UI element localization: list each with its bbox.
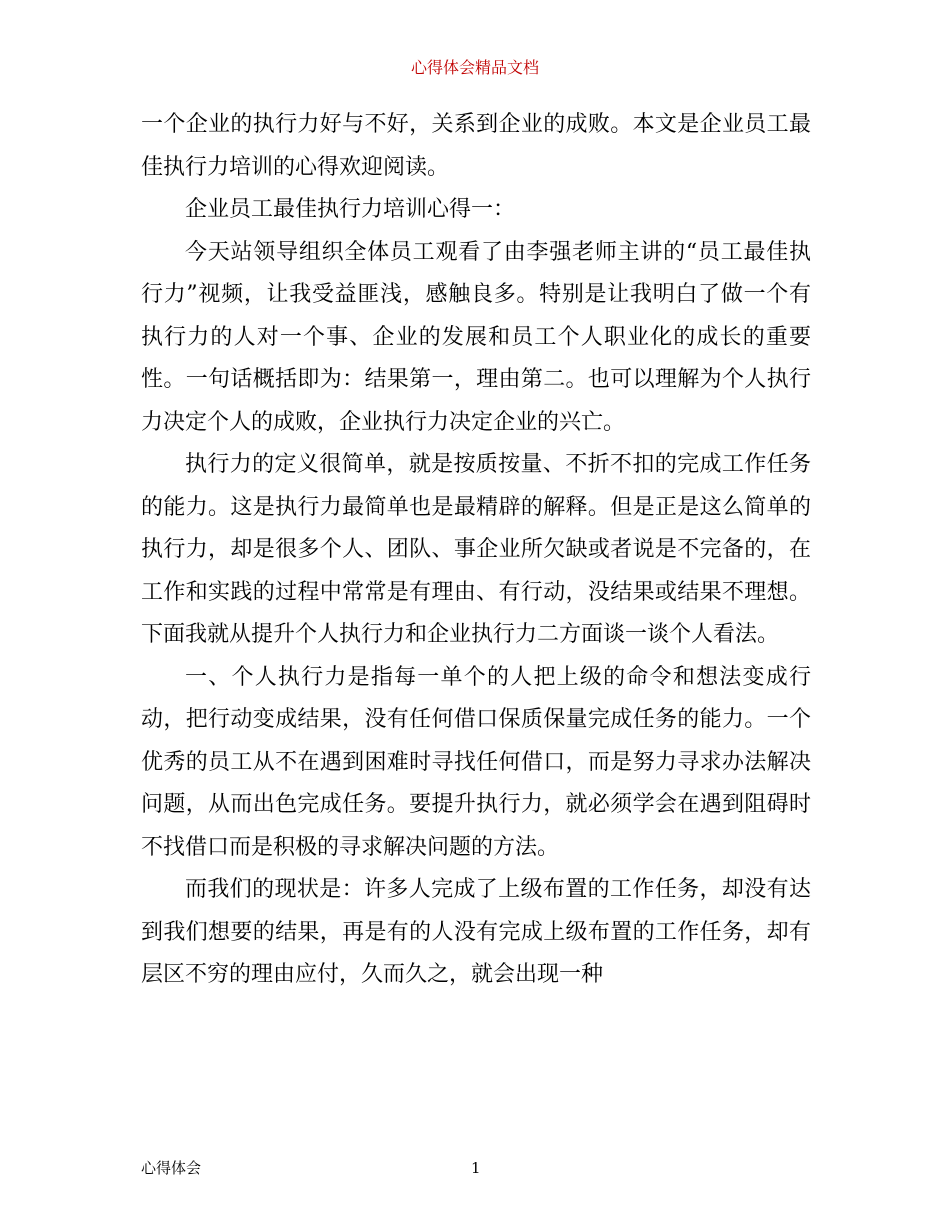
page-footer — [141, 1158, 811, 1178]
footer-label: 心得体会 — [141, 1159, 202, 1177]
section-heading: 企业员工最佳执行力培训心得一： — [185, 197, 516, 222]
intro-paragraph: 一个企业的执行力好与不好，关系到企业的成败。本文是企业员工最佳执行力培训的心得欢迎阅读。 — [141, 112, 811, 180]
document-body — [141, 104, 811, 997]
page-header: 心得体会精品文档 — [410, 58, 539, 77]
body-paragraph: 一、个人执行力是指每一单个的人把上级的命令和想法变成行动，把行动变成结果，没有任何借口保质保量完成任务的能力。一个优秀的员工从不在遇到困难时寻找任何借口，而是努力寻求办法解决问题，从而出色完成任务。要提升执行力，就必须学会在遇到阻碍时不找借口而是积极的寻求解决问题的方法。 — [141, 664, 811, 860]
body-paragraph: 今天站领导组织全体员工观看了由李强老师主讲的“员工最佳执行力”视频，让我受益匪浅，感触良多。特别是让我明白了做一个有执行力的人对一个事、企业的发展和员工个人职业化的成长的重要性。一句话概括即为：结果第一，理由第二。也可以理解为个人执行力决定个人的成败，企业执行力决定企业的兴亡。 — [141, 239, 811, 435]
body-paragraph: 而我们的现状是：许多人完成了上级布置的工作任务，却没有达到我们想要的结果，再是有的人没有完成上级布置的工作任务，却有层区不穷的理由应付，久而久之，就会出现一种 — [141, 877, 811, 987]
body-paragraph: 执行力的定义很简单，就是按质按量、不折不扣的完成工作任务的能力。这是执行力最简单也是最精辟的解释。但是正是这么简单的执行力，却是很多个人、团队、事企业所欠缺或者说是不完备的，在工作和实践的过程中常常是有理由、有行动，没结果或结果不理想。下面我就从提升个人执行力和企业执行力二方面谈一谈个人看法。 — [141, 452, 811, 647]
page-number: 1 — [471, 1159, 481, 1177]
